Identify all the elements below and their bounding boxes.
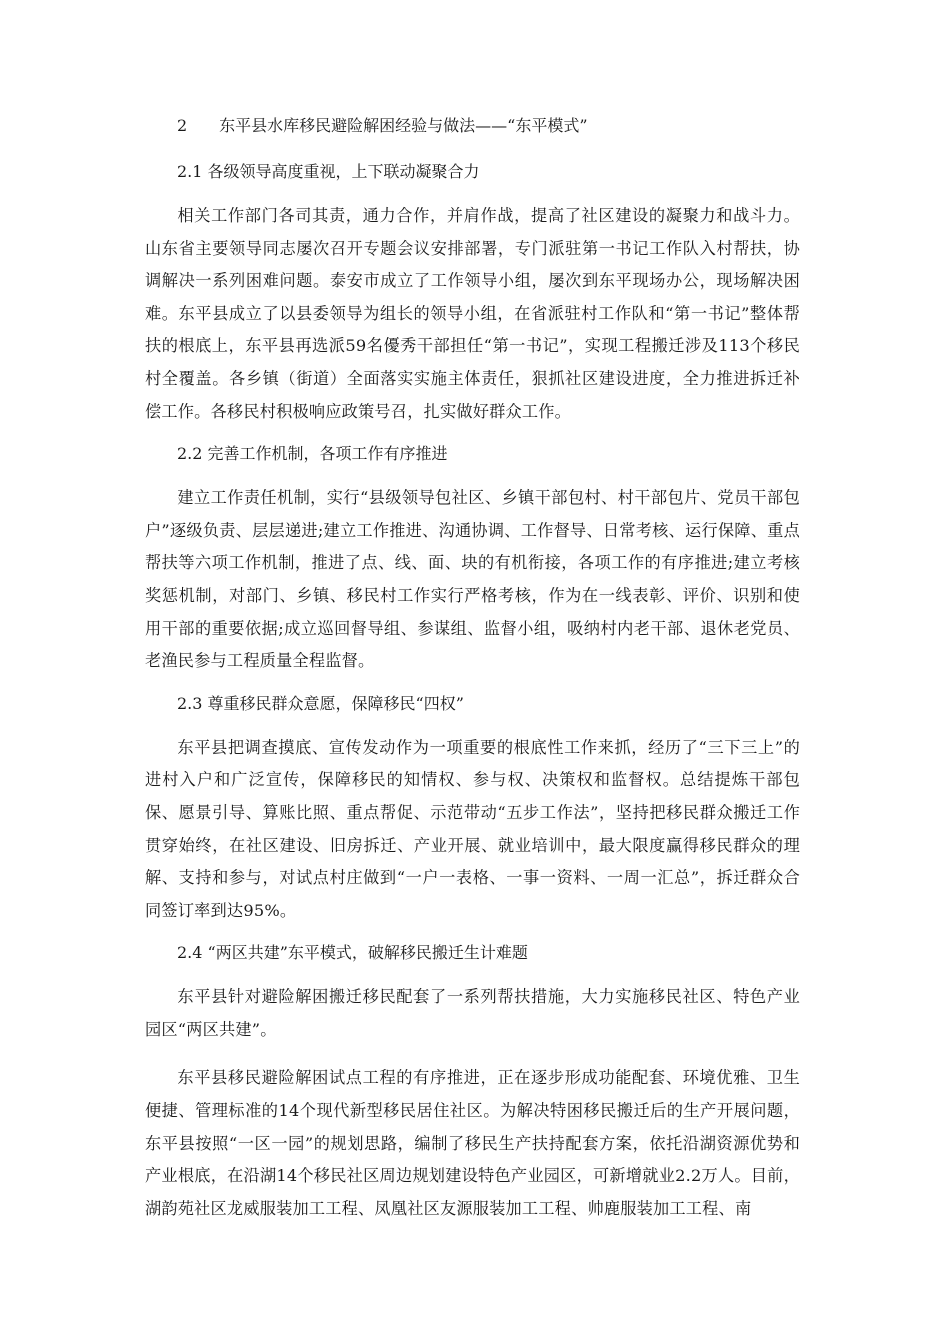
section-2-4-paragraph-1: 东平县针对避险解困搬迁移民配套了一系列帮扶措施，大力实施移民社区、特色产业园区“两区共建”。 [145,987,800,1039]
document-page [145,108,800,1225]
section-2-3-heading: 2.3 尊重移民群众意愿，保障移民“四权” [177,693,464,713]
section-2-4-paragraph-2: 东平县移民避险解困试点工程的有序推进，正在逐步形成功能配套、环境优雅、卫生便捷、管理标准的14个现代新型移民居住社区。为解决特困移民搬迁后的生产开展问题，东平县按照“一区一园”的规划思路，编制了移民生产扶持配套方案，依托沿湖资源优势和产业根底，在沿湖14个移民社区周边规划建设特色产业园区，可新增就业2.2万人。目前，湖韵苑社区龙威服装加工工程、凤凰社区友源服装加工工程、帅鹿服装加工工程、南 [145,1068,800,1218]
section-2-2-heading: 2.2 完善工作机制，各项工作有序推进 [177,444,448,464]
section-2-1-heading: 2.1 各级领导高度重视，上下联动凝聚合力 [177,162,480,181]
section-2-4-heading: 2.4 “两区共建”东平模式，破解移民搬迁生计难题 [177,943,528,963]
section-2-2-paragraph: 建立工作责任机制，实行“县级领导包社区、乡镇干部包村、村干部包片、党员干部包户”逐级负责、层层递进;建立工作推进、沟通协调、工作督导、日常考核、运行保障、重点帮扶等六项工作机制，推进了点、线、面、块的有机衔接，各项工作的有序推进;建立考核奖惩机制，对部门、乡镇、移民村工作实行严格考核，作为在一线表彰、评价、识别和使用干部的重要依据;成立巡回督导组、参谋组、监督小组，吸纳村内老干部、退休老党员、老渔民参与工程质量全程监督。 [145,488,800,671]
section-2-1-paragraph: 相关工作部门各司其责，通力合作，并肩作战，提高了社区建设的凝聚力和战斗力。山东省主要领导同志屡次召开专题会议安排部署，专门派驻第一书记工作队入村帮扶，协调解决一系列困难问题。泰安市成立了工作领导小组，屡次到东平现场办公，现场解决困难。东平县成立了以县委领导为组长的领导小组，在省派驻村工作队和“第一书记”整体帮扶的根底上，东平县再选派59名優秀干部担任“第一书记”，实现工程搬迁涉及113个移民村全覆盖。各乡镇（街道）全面落实实施主体责任，狠抓社区建设进度，全力推进拆迁补偿工作。各移民村积极响应政策号召，扎实做好群众工作。 [145,206,800,421]
section-2-3-paragraph: 东平县把调查摸底、宣传发动作为一项重要的根底性工作来抓，经历了“三下三上”的进村入户和广泛宣传，保障移民的知情权、参与权、决策权和监督权。总结提炼干部包保、愿景引导、算账比照、重点帮促、示范带动“五步工作法”，坚持把移民群众搬迁工作贯穿始终，在社区建设、旧房拆迁、产业开展、就业培训中，最大限度赢得移民群众的理解、支持和参与，对试点村庄做到“一户一表格、一事一资料、一周一汇总”，拆迁群众合同签订率到达95%。 [145,737,800,920]
section-title: 2 东平县水库移民避险解困经验与做法——“东平模式” [177,116,588,135]
